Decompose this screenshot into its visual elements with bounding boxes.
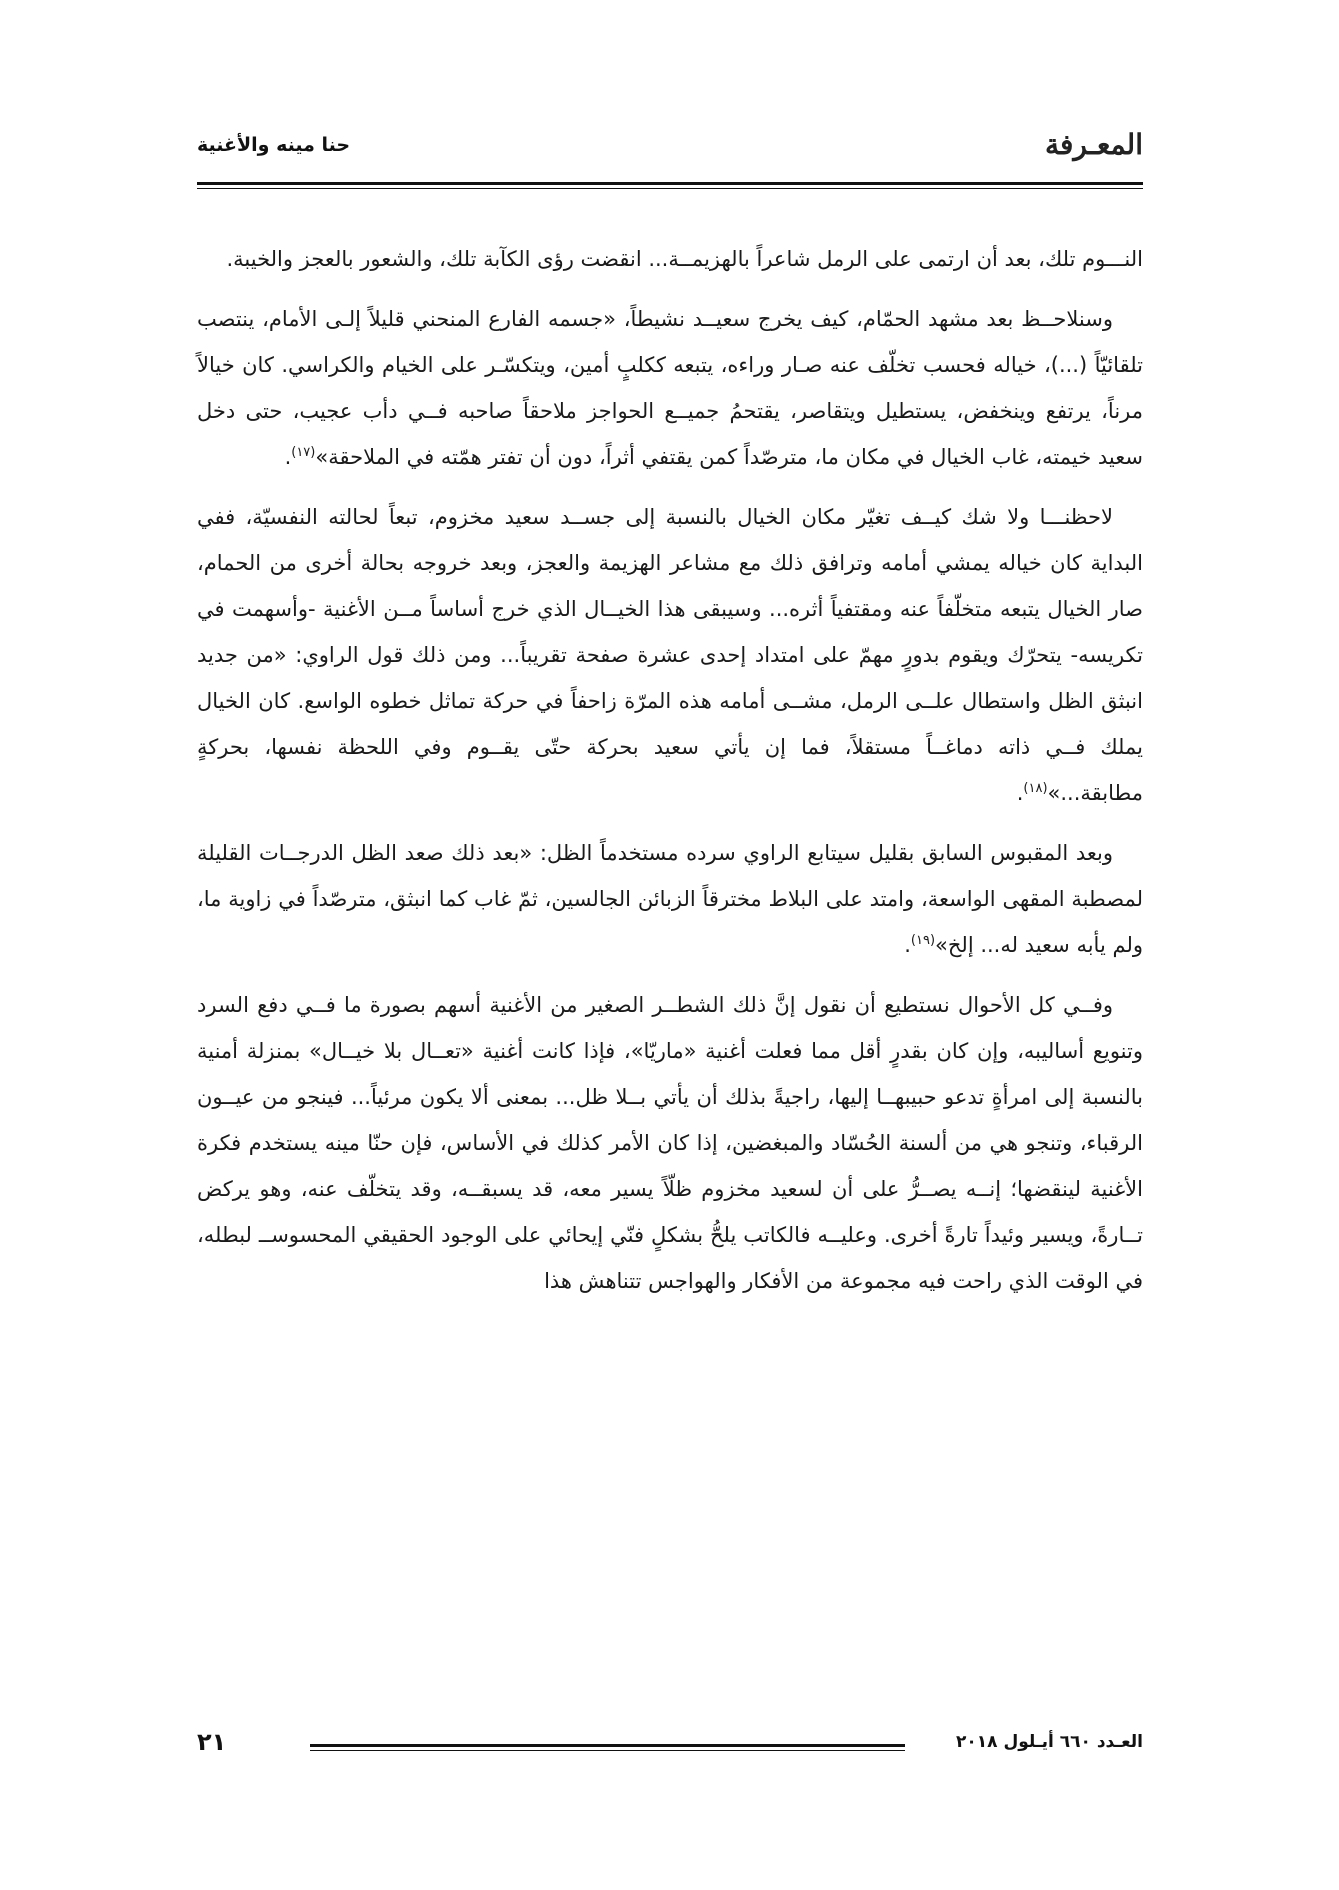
paragraph-3: لاحظنـــا ولا شك كيــف تغيّر مكان الخيال بالنسبة إلى جســد سعيد مخزوم، تبعاً لحالته النفسيّة، ففي البداية كان خياله يمشي أمامه وترافق ذلك مع مشاعر الهزيمة والعجز، وبعد خروجه بحالة أخرى من الحمام، صار الخيال يتبعه متخلّفاً عنه ومقتفياً أثره... وسيبقى هذا الخيــال الذي خرج أساساً مــن الأغنية -وأسهمت في تكريسه- يتحرّك ويقوم بدورٍ مهمّ على امتداد إحدى عشرة صفحة تقريباً... ومن ذلك قول الراوي: «من جديد انبثق الظل واستطال علــى الرمل، مشــى أمامه هذه المرّة زاحفاً في حركة تماثل خطوه الواسع. كان الخيال يملك فــي ذاته دماغــاً مستقلاً، فما إن يأتي سعيد بحركة حتّى يقــوم وفي اللحظة نفسها، بحركةٍ مطابقة...»$^{(١٨)}$. xyxy=(197,505,1143,805)
paragraph-4: وبعد المقبوس السابق بقليل سيتابع الراوي سرده مستخدماً الظل: «بعد ذلك صعد الظل الدرجــات القليلة لمصطبة المقهى الواسعة، وامتد على البلاط مخترقاً الزبائن الجالسين، ثمّ غاب كما انبثق، مترصّداً في زاوية ما، ولم يأبه سعيد له... إلخ»$^{(١٩)}$. xyxy=(197,841,1143,957)
issue-info: العـدد ٦٦٠ أيـلول ٢٠١٨ xyxy=(956,1732,1143,1752)
header-divider-thin xyxy=(197,188,1143,189)
paragraph-2: وسنلاحــظ بعد مشهد الحمّام، كيف يخرج سعيــد نشيطاً، «جسمه الفارع المنحني قليلاً إلـى الأمام، ينتصب تلقائيّاً (...)، خياله فحسب تخلّف عنه صـار وراءه، يتبعه ككلبٍ أمين، ويتكسّـر على الخيام والكراسي. كان خيالاً مرناً، يرتفع وينخفض، يستطيل ويتقاصر، يقتحمُ جميــع الحواجز ملاحقاً صاحبه فــي دأب عجيب، حتى دخل سعيد خيمته، غاب الخيال في مكان ما، مترصّداً كمن يقتفي أثراً، دون أن تفتر همّته في الملاحقة»$^{(١٧)}$. xyxy=(197,307,1143,469)
paragraph-5: وفــي كل الأحوال نستطيع أن نقول إنَّ ذلك الشطــر الصغير من الأغنية أسهم بصورة ما فــي دفع السرد وتنويع أساليبه، وإن كان بقدرٍ أقل مما فعلت أغنية «ماريّا»، فإذا كانت أغنية «تعــال بلا خيــال» بمنزلة أمنية بالنسبة إلى امرأةٍ تدعو حبيبهــا إليها، راجيةً بذلك أن يأتي بــلا ظل... بمعنى ألا يكون مرئياً... فينجو من عيــون الرقباء، وتنجو هي من ألسنة الحُسّاد والمبغضين، إذا كان الأمر كذلك في الأساس، فإن حنّا مينه يستخدم فكرة الأغنية لينقضها؛ إنــه يصــرُّ على أن لسعيد مخزوم ظلّاً يسير معه، قد يسبقــه، وقد يتخلّف عنه، وهو يركض تــارةً، ويسير وئيداً تارةً أخرى. وعليــه فالكاتب يلحُّ بشكلٍ فنّي إيحائي على الوجود الحقيقي المحسوســ لبطله، في الوقت الذي راحت فيه مجموعة من الأفكار والهواجس تتناهش هذا xyxy=(197,993,1143,1293)
footnote-ref-18: (١٨) xyxy=(1023,781,1048,796)
footer-divider-thin xyxy=(310,1750,905,1751)
footnote-ref-17: (١٧) xyxy=(291,445,316,460)
running-title: حنا مينه والأغنية xyxy=(197,134,351,156)
article-body xyxy=(197,236,1143,1836)
page-number: ٢١ xyxy=(197,1728,227,1756)
page-footer xyxy=(197,1728,1143,1768)
page-header xyxy=(197,128,1143,174)
footer-divider xyxy=(310,1744,905,1747)
paragraph-1: النـــوم تلك، بعد أن ارتمى على الرمل شاعراً بالهزيمــة... انقضت رؤى الكآبة تلك، والشعور بالعجز والخيبة. xyxy=(226,247,1143,271)
magazine-logo: المعـرفة xyxy=(1044,128,1143,161)
footnote-ref-19: (١٩) xyxy=(910,933,936,948)
header-divider xyxy=(197,182,1143,185)
